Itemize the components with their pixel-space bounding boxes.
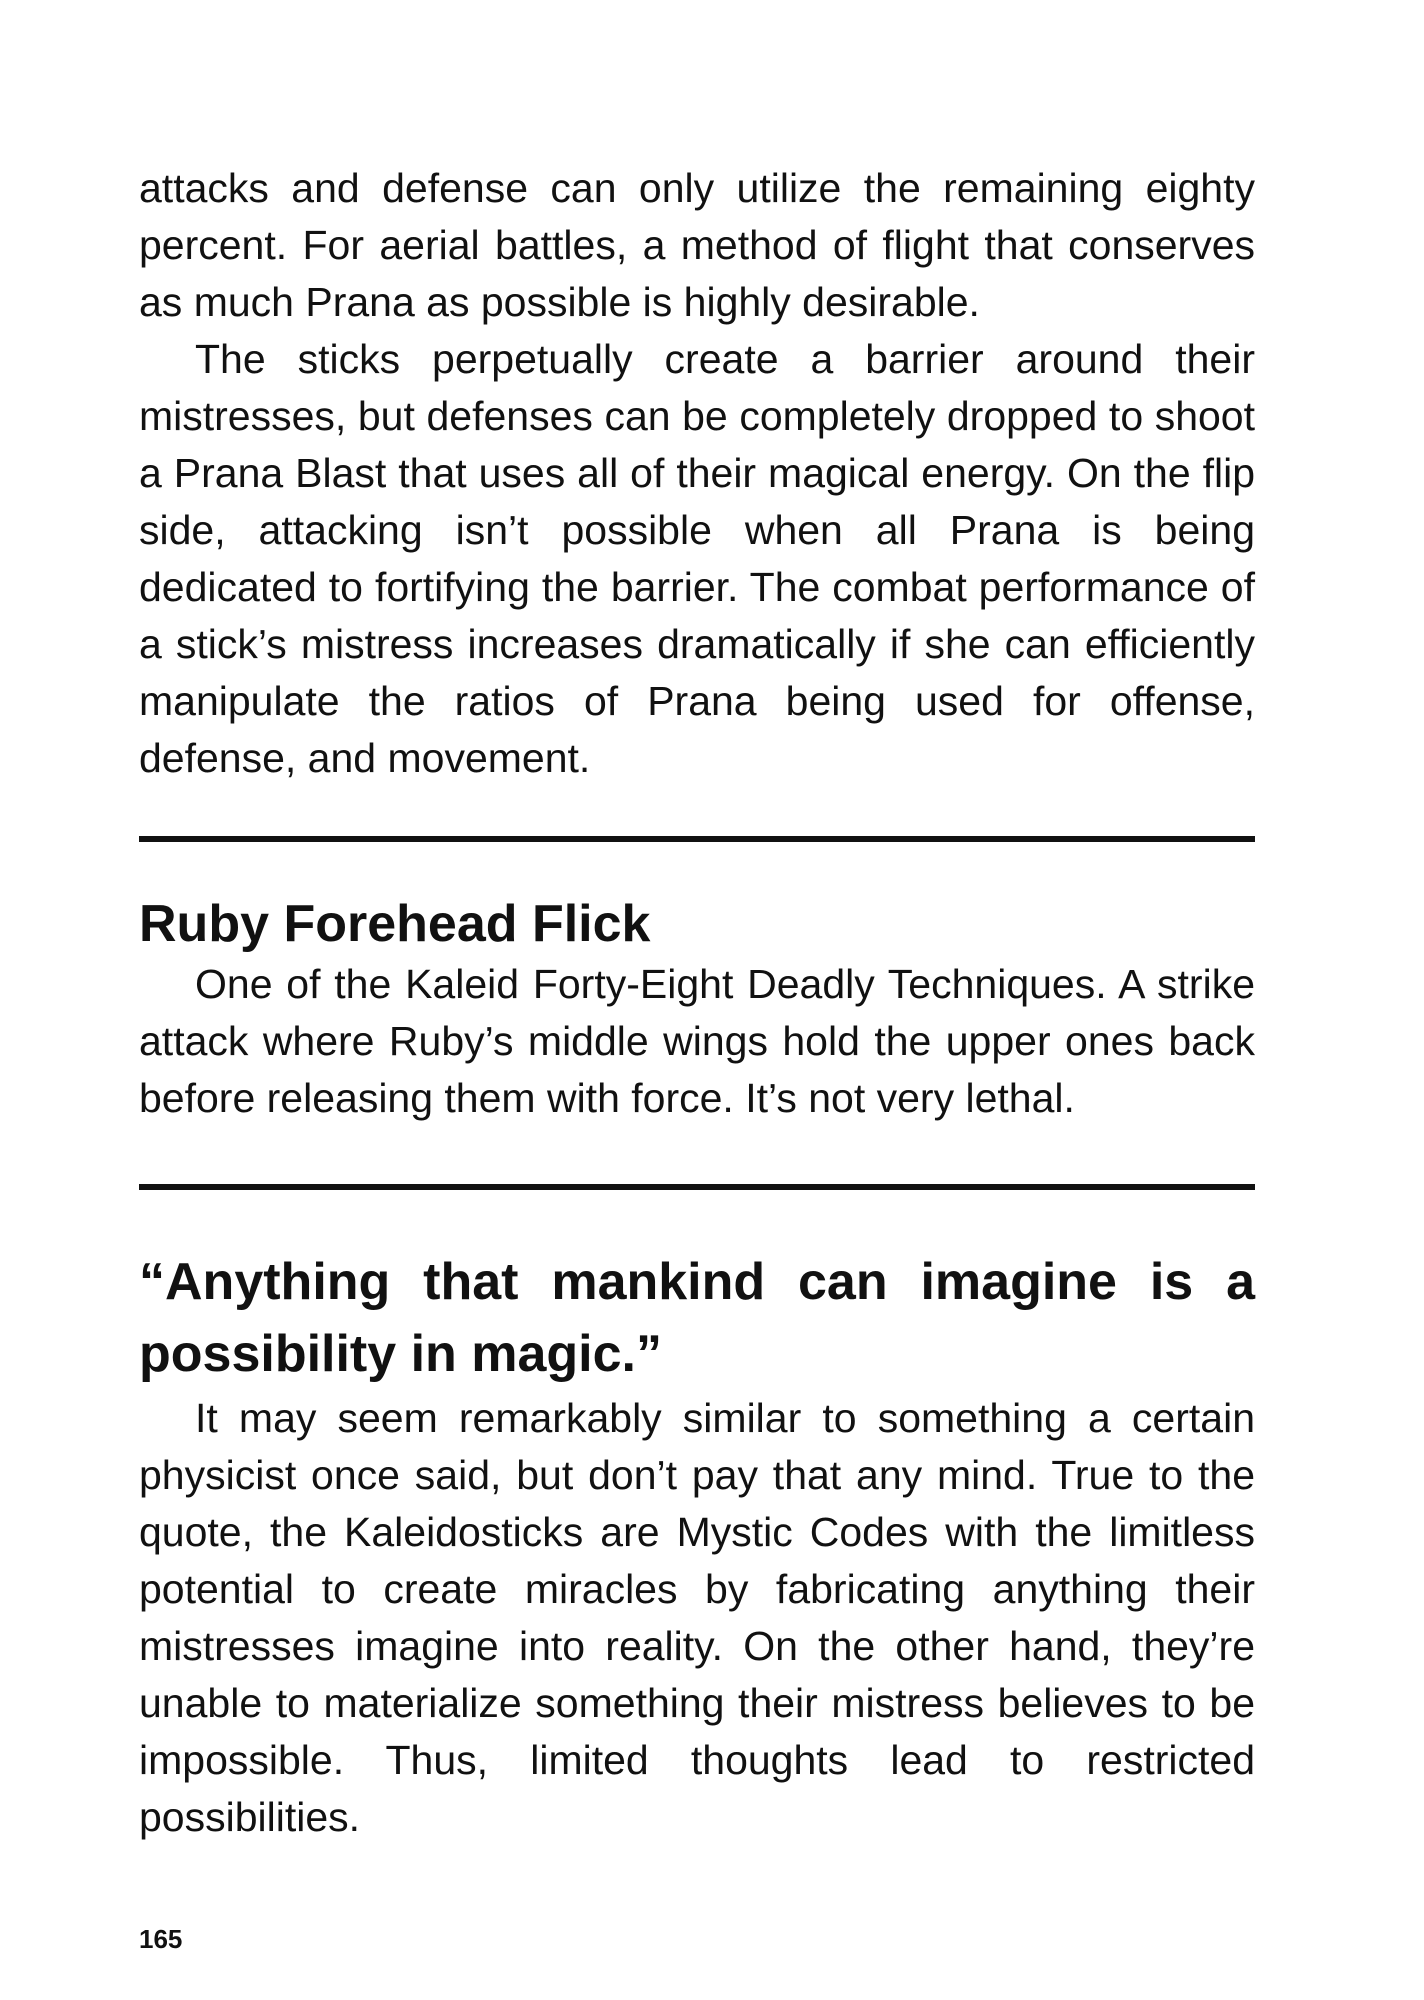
section-body-quote: It may seem remarkably similar to something a certain physicist once said, but don’t pay that any mind. True to the quote, the Kaleidosticks are Mystic Codes with the limitless potential to create miracles by fabricating anything their mistresses imagine into reality. On the other hand, they’re unable to materialize something their mistress believes to be impossible. Thus, limited thoughts lead to restricted possibilities.: [139, 1395, 1255, 1840]
intro-paragraph-2: The sticks perpetually create a barrier around their mistresses, but defenses can be completely dropped to shoot a Prana Blast that uses all of their magical energy. On the flip side, attacking isn’t possible when all Prana is being dedicated to fortifying the barrier. The combat performance of a stick’s mistress increases dramatically if she can efficiently manipulate the ratios of Prana being used for offense, defense, and movement.: [139, 336, 1255, 781]
page-number: 165: [139, 1924, 183, 1954]
section-heading-ruby-forehead-flick: Ruby Forehead Flick: [139, 895, 651, 953]
section-divider: [139, 836, 1255, 842]
section-heading-quote: “Anything that mankind can imagine is a possibility in magic.”: [139, 1253, 1255, 1383]
intro-paragraph-1: attacks and defense can only utilize the remaining eighty percent. For aerial battles, a method of flight that conserves as much Prana as possible is highly desirable.: [139, 165, 1255, 325]
section-body-ruby-forehead-flick: One of the Kaleid Forty-Eight Deadly Techniques. A strike attack where Ruby’s middle wings hold the upper ones back before releasing them with force. It’s not very lethal.: [139, 961, 1255, 1121]
page-content: [139, 160, 1255, 1846]
section-divider: [139, 1184, 1255, 1190]
